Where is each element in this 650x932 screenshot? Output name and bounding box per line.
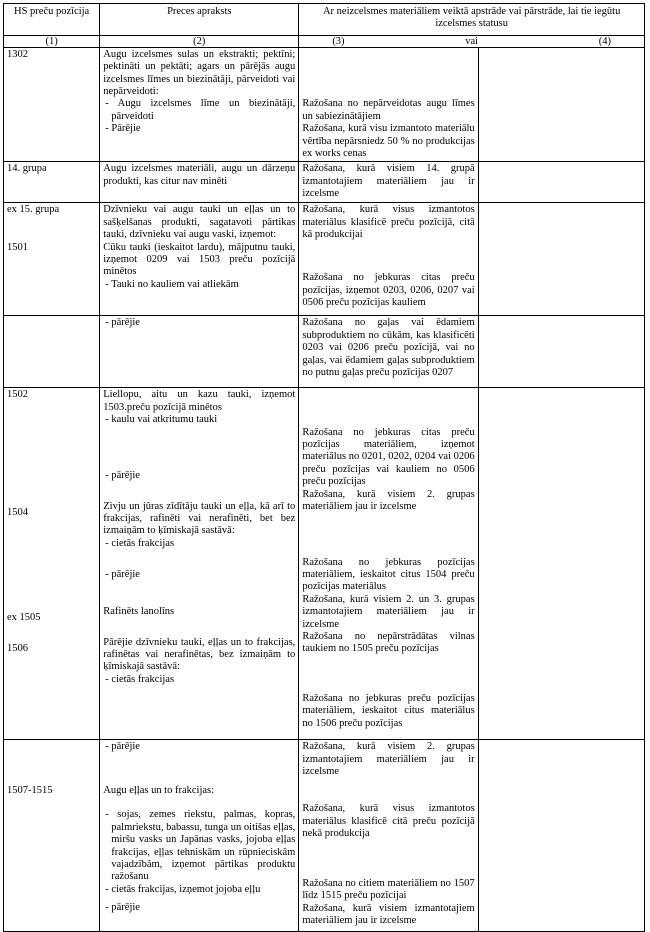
table-row — [4, 740, 645, 932]
hs-code-cell: 1302 — [4, 47, 100, 162]
processing-rule-cell: Ražošana, kurā visiem 2. grupas izmantotajiem materiāliem jau ir izcelsme Ražošana, kurā visus izmantotos materiālus klasificē citā preču pozīcijā nekā produkcija Ražošana no citiem materiāliem no 1507 līdz 1515 preču pozīcijai Ražošana, kurā visiem izmantotajiem materiāliem jau ir izcelsme — [299, 740, 478, 932]
processing-rule-cell: Ražošana no gaļas vai ēdamiem subproduktiem no cūkām, kas klasificēti 0203 vai 0206 preču pozīcijā, vai no gaļas, vai ēdamiem gaļas subproduktiem no putnu gaļas preču pozīcijas 0207 — [299, 316, 478, 388]
description-cell: - pārējie — [100, 316, 299, 388]
column-number-2: (2) — [100, 35, 299, 47]
description-cell: Augu izcelsmes materiāli, augu un dārzeņu produkti, kas citur nav minēti — [100, 162, 299, 203]
processing-rule-cell: Ražošana, kurā visus izmantotos materiālus klasificē preču pozīcijā, citā kā produkcijai Ražošana no jebkuras citas preču pozīcijas, izņemot 0203, 0206, 0207 vai 0506 preču pozīcijas kauliem — [299, 203, 478, 316]
processing-rule-cell: Ražošana, kurā visiem 14. grupā izmantotajiem materiāliem jau ir izcelsme — [299, 162, 478, 203]
alt-rule-cell — [478, 203, 644, 316]
hs-code-cell: 1502 1504 ex 1505 1506 — [4, 388, 100, 740]
description-cell: Dzīvnieku vai augu tauki un eļļas un to sašķelšanas produkti, sagatavoti pārtikas tauki, dzīvnieku vai augu vaski, izņemot: Cūku tauki (ieskaitot lardu), mājputnu tauki, izņemot 0209 vai 1503 preču pozīcijā minētos - Tauki no kauliem vai atliekām — [100, 203, 299, 316]
column-number-3: (3) — [332, 35, 345, 47]
header-hs-code: HS preču pozīcija — [4, 4, 100, 36]
column-number-1: (1) — [4, 35, 100, 47]
alt-rule-cell — [478, 47, 644, 162]
table-row — [4, 316, 645, 388]
description-cell: Augu izcelsmes sulas un ekstrakti; pektīni; pektināti un pektāti; agars un pārējās augu izcelsmes līmes un biezinātāji, pārveidoti vai nepārveidoti: - Augu izcelsmes līme un biezinātāji, pārveidoti - Pārējie — [100, 47, 299, 162]
alt-rule-cell — [478, 740, 644, 932]
column-or-label: vai — [465, 35, 479, 47]
column-number-3-4 — [299, 35, 645, 47]
header-description: Preces apraksts — [100, 4, 299, 36]
header-processing: Ar neizcelsmes materiāliem veiktā apstrāde vai pārstrāde, lai tie iegūtu izcelsmes statusu — [299, 4, 645, 36]
alt-rule-cell — [478, 162, 644, 203]
hs-code-cell — [4, 316, 100, 388]
table-row — [4, 203, 645, 316]
processing-rule-cell: Ražošana no jebkuras citas preču pozīcijas materiāliem, izņemot materiālus no 0201, 0202, 0204 vai 0206 preču pozīcijas vai kauliem no 0506 preču pozīcijas Ražošana, kurā visiem 2. grupas materiāliem jau ir izcelsme Ražošana no jebkuras pozīcijas materiāliem, ieskaitot citus 1504 preču pozīcijas materiālus Ražošana, kurā visiem 2. un 3. grupas izmantotajiem materiāliem jau ir izcelsme Ražošana no nepārstrādātas vilnas taukiem no 1505 preču pozīcijas Ražošana no jebkuras preču pozīcijas materiāliem, ieskaitot citus materiālus no 1506 preču pozīcijas — [299, 388, 478, 740]
column-number-row — [4, 35, 645, 47]
processing-rule-cell: Ražošana no nepārveidotas augu līmes un sabiezinātājiem Ražošana, kurā visu izmantoto materiālu vērtība nepārsniedz 50 % no produkcijas ex works cenas — [299, 47, 478, 162]
description-cell: - pārējie Augu eļļas un to frakcijas: - sojas, zemes riekstu, palmas, kopras, palmriekstu, babassu, tunga un oitišas eļļas, miršu vasks un Japānas vasks, jojoba eļļas frakcijas, eļļas tehniskām un rūpnieciskām vajadzībām, izņemot pārtikas produktu ražošanu - cietās frakcijas, izņemot jojoba eļļu - pārējie — [100, 740, 299, 932]
alt-rule-cell — [478, 316, 644, 388]
description-cell: Liellopu, aitu un kazu tauki, izņemot 1503.preču pozīcijā minētos - kaulu vai atkritumu tauki - pārējie Zivju un jūras zīdītāju tauki un eļļa, kā arī to frakcijas, rafinēti vai nerafinēti, bet bez izmaiņām to ķīmiskajā sastāvā: - cietās frakcijas - pārējie Rafinēts lanolīns Pārējie dzīvnieku tauki, eļļas un to frakcijas, rafinētas vai nerafinētas, bez izmaiņām to ķīmiskajā sastāvā: - cietās frakcijas — [100, 388, 299, 740]
table-row — [4, 388, 645, 740]
table-row — [4, 47, 645, 162]
hs-code-cell: 1507-1515 — [4, 740, 100, 932]
column-number-4: (4) — [598, 35, 611, 47]
alt-rule-cell — [478, 388, 644, 740]
origin-rules-table — [3, 3, 645, 932]
hs-code-cell: 14. grupa — [4, 162, 100, 203]
table-header-row — [4, 4, 645, 36]
table-row — [4, 162, 645, 203]
hs-code-cell: ex 15. grupa 1501 — [4, 203, 100, 316]
